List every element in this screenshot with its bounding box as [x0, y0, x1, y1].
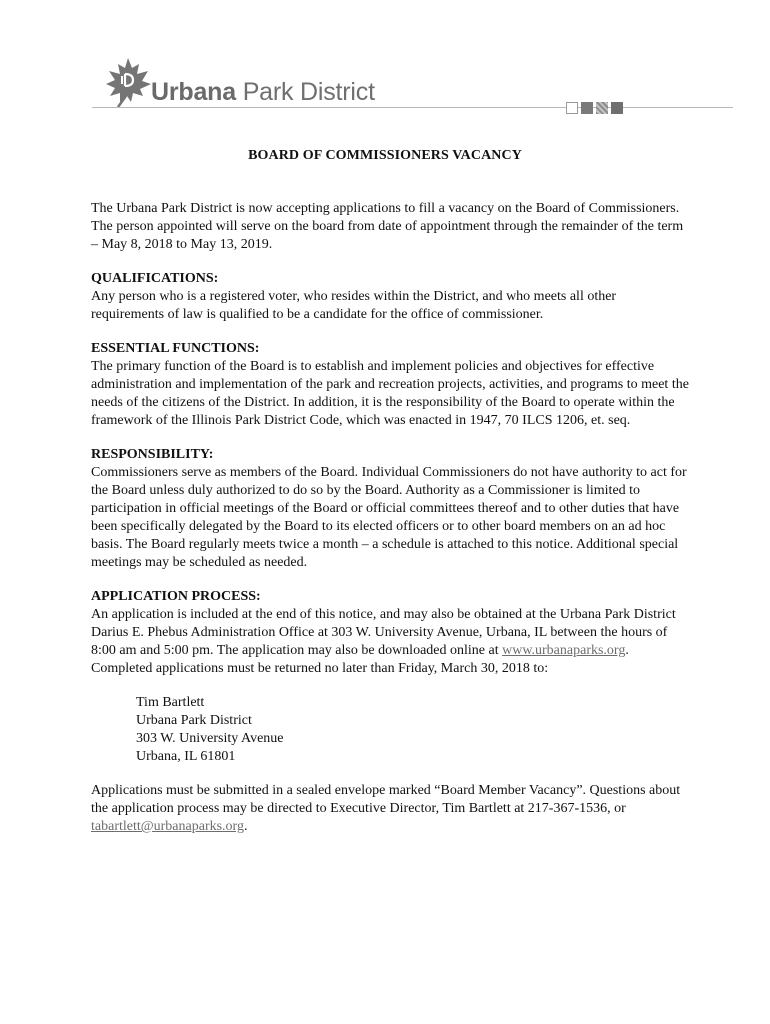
essential-functions-heading: ESSENTIAL FUNCTIONS:	[91, 341, 260, 356]
closing-paragraph: Applications must be submitted in a sealed envelope marked “Board Member Vacancy”. Questions about the application process may be directed to Executive Director, Tim Bartlett at 217-367-1536, or tabartlett@urbanaparks.org.	[91, 783, 681, 834]
qualifications-text: Any person who is a registered voter, who resides within the District, and who meets all other requirements of law is qualified to be a candidate for the office of commissioner.	[91, 289, 617, 322]
application-process-section	[91, 588, 691, 678]
website-link[interactable]: www.urbanaparks.org	[502, 643, 626, 658]
document-body	[91, 200, 691, 852]
responsibility-heading: RESPONSIBILITY:	[91, 447, 214, 462]
square-dark-icon	[581, 102, 593, 114]
header-divider	[92, 107, 733, 108]
organization-logo-text: Urbana Park District	[151, 78, 375, 106]
square-pattern-icon	[596, 102, 608, 114]
mailing-address	[136, 694, 691, 766]
address-name: Tim Bartlett	[136, 695, 205, 710]
email-link[interactable]: tabartlett@urbanaparks.org	[91, 819, 244, 834]
intro-paragraph: The Urbana Park District is now accepting applications to fill a vacancy on the Board of Commissioners. The person appointed will serve on the board from date of appointment through the remainder of the term – May 8, 2018 to May 13, 2019.	[91, 201, 684, 252]
letterhead	[0, 0, 770, 130]
decorative-squares	[566, 102, 623, 114]
qualifications-section	[91, 270, 691, 324]
document-title: BOARD OF COMMISSIONERS VACANCY	[248, 148, 522, 163]
address-city: Urbana, IL 61801	[136, 749, 236, 764]
essential-functions-section	[91, 340, 691, 430]
square-outline-icon	[566, 102, 578, 114]
responsibility-section	[91, 446, 691, 572]
essential-functions-text: The primary function of the Board is to establish and implement policies and objectives for effective administration and implementation of the park and recreation projects, activities, and programs to meet the needs of the citizens of the District. In addition, it is the responsibility of the Board to operate within the framework of the Illinois Park District Code, which was enacted in 1947, 70 ILCS 1206, et. seq.	[91, 359, 689, 428]
address-street: 303 W. University Avenue	[136, 731, 284, 746]
address-organization: Urbana Park District	[136, 713, 252, 728]
square-dark-icon	[611, 102, 623, 114]
qualifications-heading: QUALIFICATIONS:	[91, 271, 219, 286]
application-process-text: An application is included at the end of this notice, and may also be obtained at the Urbana Park District Darius E. Phebus Administration Office at 303 W. University Avenue, Urbana, IL between the hours of 8:00 am and 5:00 pm. The application may also be downloaded online at www.urbanaparks.org. Completed applications must be returned no later than Friday, March 30, 2018 to:	[91, 607, 676, 676]
maple-leaf-logo-icon	[104, 56, 154, 108]
responsibility-text: Commissioners serve as members of the Board. Individual Commissioners do not have authority to act for the Board unless duly authorized to do so by the Board. Authority as a Commissioner is limited to participation in official meetings of the Board or official committees thereof and to other duties that have been specifically delegated by the Board to its elected officers or to other board members on an ad hoc basis. The Board regularly meets twice a month – a schedule is attached to this notice. Additional special meetings may be scheduled as needed.	[91, 465, 687, 570]
application-process-heading: APPLICATION PROCESS:	[91, 589, 261, 604]
